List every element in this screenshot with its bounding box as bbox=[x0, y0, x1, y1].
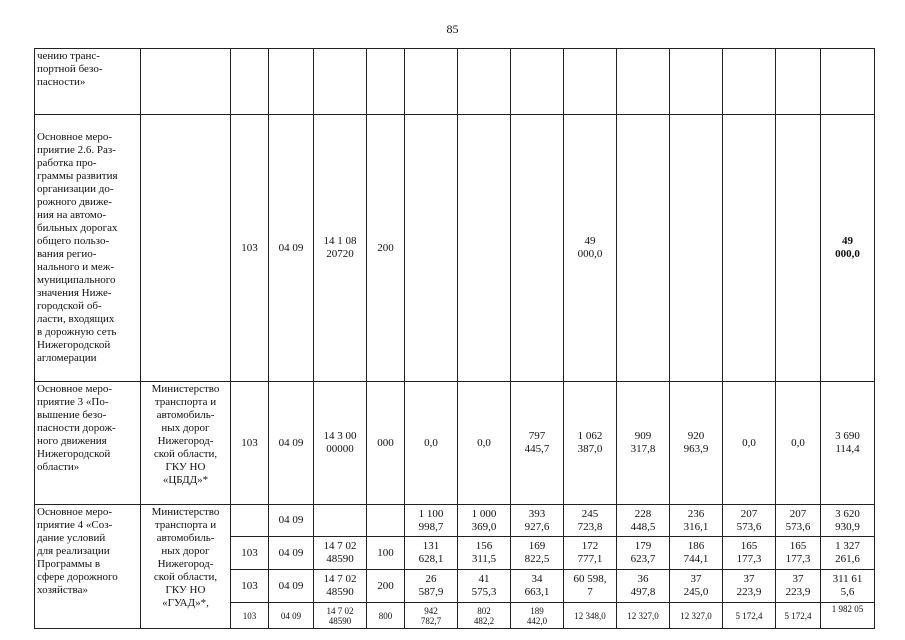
responsible-cell bbox=[141, 115, 231, 382]
csr-cell: 14 1 08 20720 bbox=[314, 115, 367, 382]
csr-cell: 14 7 02 48590 bbox=[314, 570, 367, 603]
table-row bbox=[35, 505, 875, 537]
value-cell: 60 598, 7 bbox=[564, 570, 617, 603]
value-cell: 189 442,0 bbox=[511, 603, 564, 629]
value-cell bbox=[511, 49, 564, 115]
grbs-cell: 103 bbox=[231, 603, 269, 629]
value-cell: 0,0 bbox=[458, 382, 511, 505]
value-cell: 165 177,3 bbox=[776, 537, 821, 570]
page-number: 85 bbox=[446, 22, 459, 36]
rz-cell: 04 09 bbox=[269, 603, 314, 629]
rz-cell: 04 09 bbox=[269, 537, 314, 570]
rz-cell: 04 09 bbox=[269, 382, 314, 505]
value-cell bbox=[458, 115, 511, 382]
rz-cell: 04 09 bbox=[269, 570, 314, 603]
value-cell bbox=[776, 49, 821, 115]
grbs-cell: 103 bbox=[231, 382, 269, 505]
responsible-cell bbox=[141, 49, 231, 115]
value-cell bbox=[670, 49, 723, 115]
value-cell: 0,0 bbox=[723, 382, 776, 505]
value-cell: 37 223,9 bbox=[723, 570, 776, 603]
value-cell bbox=[405, 49, 458, 115]
value-cell: 12 327,0 bbox=[617, 603, 670, 629]
csr-cell bbox=[314, 505, 367, 537]
total-cell: 1 982 05 bbox=[821, 603, 875, 629]
csr-cell bbox=[314, 49, 367, 115]
value-cell: 797 445,7 bbox=[511, 382, 564, 505]
value-cell: 802 482,2 bbox=[458, 603, 511, 629]
value-cell: 131 628,1 bbox=[405, 537, 458, 570]
value-cell: 236 316,1 bbox=[670, 505, 723, 537]
total-cell: 3 690 114,4 bbox=[821, 382, 875, 505]
activity-name: Основное меро- приятие 2.6. Раз- работка про- граммы развития организации до- рожного движе- ния на автомо- бильных дорогах общего пользо- вания регио- нального и меж- муниципального значения Ниже- городской об- ласти, входящих в дорожную сеть Нижегородской агломерации bbox=[35, 115, 141, 382]
vr-cell: 000 bbox=[367, 382, 405, 505]
value-cell: 169 822,5 bbox=[511, 537, 564, 570]
value-cell: 5 172,4 bbox=[723, 603, 776, 629]
value-cell bbox=[723, 115, 776, 382]
value-cell: 207 573,6 bbox=[776, 505, 821, 537]
grbs-cell bbox=[231, 49, 269, 115]
csr-cell: 14 7 02 48590 bbox=[314, 603, 367, 629]
vr-cell bbox=[367, 505, 405, 537]
vr-cell: 200 bbox=[367, 570, 405, 603]
value-cell: 1 100 998,7 bbox=[405, 505, 458, 537]
value-cell: 165 177,3 bbox=[723, 537, 776, 570]
value-cell bbox=[776, 115, 821, 382]
value-cell bbox=[458, 49, 511, 115]
value-cell: 186 744,1 bbox=[670, 537, 723, 570]
value-cell: 207 573,6 bbox=[723, 505, 776, 537]
value-cell: 245 723,8 bbox=[564, 505, 617, 537]
value-cell: 920 963,9 bbox=[670, 382, 723, 505]
value-cell: 179 623,7 bbox=[617, 537, 670, 570]
vr-cell: 200 bbox=[367, 115, 405, 382]
value-cell: 5 172,4 bbox=[776, 603, 821, 629]
csr-cell: 14 3 00 00000 bbox=[314, 382, 367, 505]
value-cell bbox=[511, 115, 564, 382]
value-cell: 49 000,0 bbox=[564, 115, 617, 382]
responsible-cell: Министерство транспорта и автомобиль- ных дорог Нижегород- ской области, ГКУ НО «ЦБДД»* bbox=[141, 382, 231, 505]
value-cell: 12 327,0 bbox=[670, 603, 723, 629]
vr-cell: 100 bbox=[367, 537, 405, 570]
value-cell: 12 348,0 bbox=[564, 603, 617, 629]
activity-name: Основное меро- приятие 3 «По- вышение безо- пасности дорож- ного движения Нижегородской области» bbox=[35, 382, 141, 505]
value-cell: 1 000 369,0 bbox=[458, 505, 511, 537]
total-cell: 3 620 930,9 bbox=[821, 505, 875, 537]
value-cell: 393 927,6 bbox=[511, 505, 564, 537]
value-cell: 37 245,0 bbox=[670, 570, 723, 603]
rz-cell bbox=[269, 49, 314, 115]
value-cell: 41 575,3 bbox=[458, 570, 511, 603]
total-cell: 1 327 261,6 bbox=[821, 537, 875, 570]
value-cell bbox=[405, 115, 458, 382]
value-cell: 172 777,1 bbox=[564, 537, 617, 570]
csr-cell: 14 7 02 48590 bbox=[314, 537, 367, 570]
value-cell bbox=[564, 49, 617, 115]
value-cell: 34 663,1 bbox=[511, 570, 564, 603]
value-cell: 36 497,8 bbox=[617, 570, 670, 603]
total-cell: 311 61 5,6 bbox=[821, 570, 875, 603]
grbs-cell: 103 bbox=[231, 537, 269, 570]
activity-name: Основное меро- приятие 4 «Соз- дание условий для реализации Программы в сфере дорожного хозяйства» bbox=[35, 505, 141, 629]
total-cell bbox=[821, 49, 875, 115]
grbs-cell: 103 bbox=[231, 115, 269, 382]
value-cell: 909 317,8 bbox=[617, 382, 670, 505]
value-cell bbox=[617, 115, 670, 382]
grbs-cell bbox=[231, 505, 269, 537]
rz-cell: 04 09 bbox=[269, 115, 314, 382]
table-row bbox=[35, 382, 875, 505]
table-row bbox=[35, 49, 875, 115]
responsible-cell: Министерство транспорта и автомобиль- ных дорог Нижегород- ской области, ГКУ НО «ГУАД»*, bbox=[141, 505, 231, 629]
value-cell bbox=[670, 115, 723, 382]
grbs-cell: 103 bbox=[231, 570, 269, 603]
budget-table bbox=[34, 48, 875, 629]
total-cell: 49 000,0 bbox=[821, 115, 875, 382]
value-cell: 0,0 bbox=[405, 382, 458, 505]
value-cell: 1 062 387,0 bbox=[564, 382, 617, 505]
value-cell: 26 587,9 bbox=[405, 570, 458, 603]
vr-cell bbox=[367, 49, 405, 115]
value-cell: 942 782,7 bbox=[405, 603, 458, 629]
value-cell: 37 223,9 bbox=[776, 570, 821, 603]
value-cell: 156 311,5 bbox=[458, 537, 511, 570]
rz-cell: 04 09 bbox=[269, 505, 314, 537]
value-cell bbox=[723, 49, 776, 115]
value-cell bbox=[617, 49, 670, 115]
vr-cell: 800 bbox=[367, 603, 405, 629]
value-cell: 228 448,5 bbox=[617, 505, 670, 537]
table-row bbox=[35, 115, 875, 382]
value-cell: 0,0 bbox=[776, 382, 821, 505]
activity-name: чению транс- портной безо- пасности» bbox=[35, 49, 141, 115]
